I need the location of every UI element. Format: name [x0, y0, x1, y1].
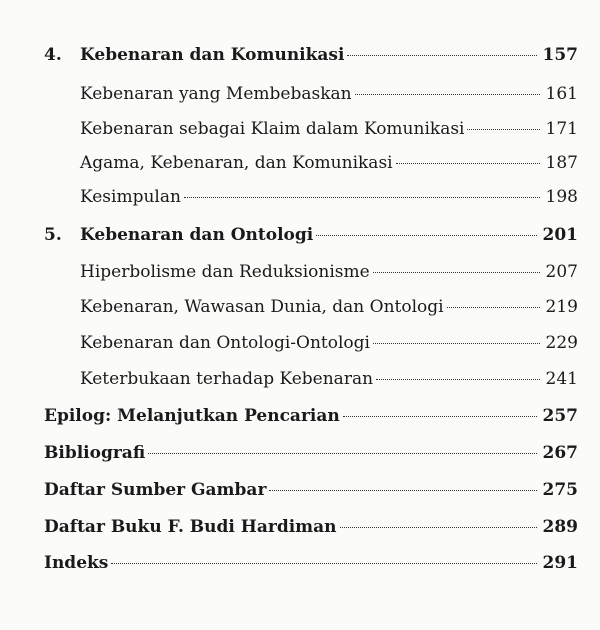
dot-leader: [316, 235, 536, 236]
item-title: Kebenaran dan Ontologi-Ontologi: [80, 333, 370, 353]
toc-daftar-sumber-gambar: [44, 480, 578, 510]
page-number: 198: [545, 187, 578, 207]
item-title: Kebenaran yang Membebaskan: [80, 84, 352, 104]
toc-item: [80, 84, 578, 114]
page-number: 187: [545, 153, 578, 173]
item-title: Keterbukaan terhadap Kebenaran: [80, 369, 374, 389]
dot-leader: [373, 343, 540, 344]
toc-chapter-5: [44, 225, 578, 255]
toc-daftar-buku: [44, 517, 578, 547]
page-number: 157: [542, 45, 578, 65]
toc-epilog: [44, 406, 578, 436]
toc-item: [80, 187, 578, 217]
dot-leader: [269, 490, 536, 491]
dot-leader: [467, 129, 539, 130]
page-number: 275: [542, 480, 578, 500]
toc-bibliografi: [44, 443, 578, 473]
page-number: 241: [545, 369, 578, 389]
toc-item: [80, 297, 578, 327]
page-number: 267: [542, 443, 578, 463]
page-number: 219: [545, 297, 578, 317]
dot-leader: [340, 527, 537, 528]
page-number: 289: [542, 517, 578, 537]
chapter-title: Kebenaran dan Ontologi: [80, 225, 314, 245]
page-number: 207: [545, 262, 578, 282]
dot-leader: [396, 163, 540, 164]
page-number: 257: [542, 406, 578, 426]
dot-leader: [111, 563, 536, 564]
chapter-title: Kebenaran dan Komunikasi: [80, 45, 345, 65]
page-number: 161: [545, 84, 578, 104]
dot-leader: [373, 272, 540, 273]
chapter-number: 5.: [44, 225, 62, 245]
toc-item: [80, 369, 578, 399]
dot-leader: [148, 453, 536, 454]
toc-item: [80, 119, 578, 149]
page-number: 229: [545, 333, 578, 353]
toc-item: [80, 262, 578, 292]
section-title: Daftar Sumber Gambar: [44, 480, 267, 500]
dot-leader: [343, 416, 537, 417]
dot-leader: [355, 94, 540, 95]
section-title: Bibliografi: [44, 443, 146, 463]
chapter-number: 4.: [44, 45, 62, 65]
item-title: Agama, Kebenaran, dan Komunikasi: [80, 153, 393, 173]
section-title: Daftar Buku F. Budi Hardiman: [44, 517, 337, 537]
toc-chapter-4: [44, 45, 578, 75]
page-number: 291: [542, 553, 578, 573]
item-title: Kebenaran sebagai Klaim dalam Komunikasi: [80, 119, 465, 139]
page-number: 171: [545, 119, 578, 139]
dot-leader: [376, 379, 540, 380]
item-title: Kesimpulan: [80, 187, 181, 207]
toc-indeks: [44, 553, 578, 583]
dot-leader: [347, 55, 536, 56]
section-title: Indeks: [44, 553, 109, 573]
toc-item: [80, 153, 578, 183]
item-title: Kebenaran, Wawasan Dunia, dan Ontologi: [80, 297, 444, 317]
section-title: Epilog: Melanjutkan Pencarian: [44, 406, 340, 426]
toc-item: [80, 333, 578, 363]
dot-leader: [447, 307, 540, 308]
item-title: Hiperbolisme dan Reduksionisme: [80, 262, 370, 282]
page-number: 201: [542, 225, 578, 245]
dot-leader: [184, 197, 540, 198]
